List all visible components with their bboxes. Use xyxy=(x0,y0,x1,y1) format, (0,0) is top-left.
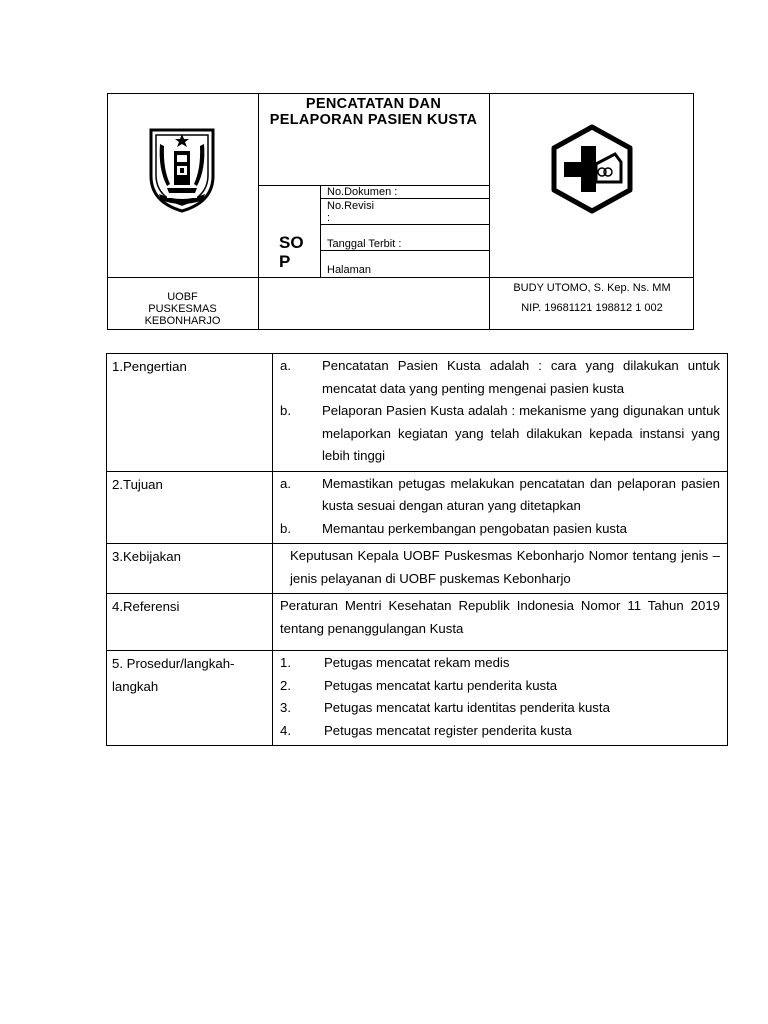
sop-content-table xyxy=(106,353,728,746)
sop-label-line: SO xyxy=(279,233,304,252)
list-item xyxy=(280,518,720,541)
section-label: 1.Pengertian xyxy=(107,354,273,472)
list-item xyxy=(280,473,720,518)
header-divider xyxy=(320,198,489,199)
section-content xyxy=(273,354,728,472)
header-divider xyxy=(320,250,489,251)
list-text: Pelaporan Pasien Kusta adalah : mekanisme yang digunakan untuk melaporkan kegiatan yang telah dilakukan kepada instansi yang lebih tinggi xyxy=(322,403,720,463)
list-marker: 2. xyxy=(280,677,291,693)
table-row xyxy=(107,471,728,544)
section-content xyxy=(273,651,728,746)
list-text: Petugas mencatat register penderita kusta xyxy=(324,722,572,738)
sop-label-line: P xyxy=(279,252,291,271)
list-text: Petugas mencatat kartu penderita kusta xyxy=(324,677,558,693)
section-label xyxy=(107,651,273,746)
signer-nip: NIP. 19681121 198812 1 002 xyxy=(521,302,663,314)
table-row xyxy=(107,651,728,746)
section-content xyxy=(273,544,728,594)
organization-name-line: KEBONHARJO xyxy=(144,315,221,327)
list-marker: b. xyxy=(280,403,291,418)
signer-name: BUDY UTOMO, S. Kep. Ns. MM xyxy=(513,282,671,294)
list-text: Memantau perkembangan pengobatan pasien kusta xyxy=(322,520,627,536)
list-item xyxy=(280,652,720,675)
list-text: Petugas mencatat rekam medis xyxy=(324,655,510,670)
section-label: 4.Referensi xyxy=(107,594,273,651)
list-item xyxy=(280,720,720,743)
list-marker: a. xyxy=(280,358,291,373)
table-row xyxy=(107,354,728,472)
list-marker: 3. xyxy=(280,700,291,715)
header-divider xyxy=(320,224,489,225)
list-marker: 1. xyxy=(280,655,291,670)
table-row xyxy=(107,594,728,651)
no-revisi-colon: : xyxy=(327,212,331,224)
section-label: 3.Kebijakan xyxy=(107,544,273,594)
no-dokumen-label: No.Dokumen : xyxy=(327,186,398,198)
table-row xyxy=(107,544,728,594)
section-text: Peraturan Mentri Kesehatan Republik Indonesia Nomor 11 Tahun 2019 tentang penanggulangan Kusta xyxy=(280,598,720,636)
header-divider xyxy=(258,93,259,330)
list-item xyxy=(280,355,720,400)
list-text: Memastikan petugas melakukan pencatatan dan pelaporan pasien kusta sesuai dengan aturan yang ditetapkan xyxy=(322,475,720,513)
organization-name xyxy=(107,291,258,327)
section-label-line: langkah xyxy=(112,678,159,694)
tanggal-terbit-label: Tanggal Terbit : xyxy=(327,238,402,250)
signer-block xyxy=(490,282,694,314)
list-marker: b. xyxy=(280,520,291,536)
section-label: 2.Tujuan xyxy=(107,471,273,544)
sop-label xyxy=(279,233,304,271)
section-text: Keputusan Kepala UOBF Puskesmas Kebonharjo Nomor tentang jenis – jenis pelayanan di UOBF puskemas Kebonharjo xyxy=(290,548,720,586)
no-revisi-label: No.Revisi xyxy=(327,200,375,212)
list-item xyxy=(280,697,720,720)
list-marker: 4. xyxy=(280,722,291,738)
list-item xyxy=(280,675,720,698)
list-marker: a. xyxy=(280,475,291,491)
halaman-label: Halaman xyxy=(327,264,372,276)
list-text: Petugas mencatat kartu identitas penderita kusta xyxy=(324,700,610,715)
organization-name-line: PUSKESMAS xyxy=(148,303,217,315)
section-content xyxy=(273,471,728,544)
organization-name-line: UOBF xyxy=(167,291,198,303)
header-divider xyxy=(107,277,694,278)
regency-coat-of-arms-icon xyxy=(145,124,219,214)
section-label-line: 5. Prosedur/langkah- xyxy=(112,656,235,671)
section-content xyxy=(273,594,728,651)
list-item xyxy=(280,400,720,468)
list-text: Pencatatan Pasien Kusta adalah : cara yang dilakukan untuk mencatat data yang penting mengenai pasien kusta xyxy=(322,358,720,396)
puskesmas-logo-icon xyxy=(549,124,635,214)
document-title: PENCATATAN DAN PELAPORAN PASIEN KUSTA xyxy=(269,96,478,128)
